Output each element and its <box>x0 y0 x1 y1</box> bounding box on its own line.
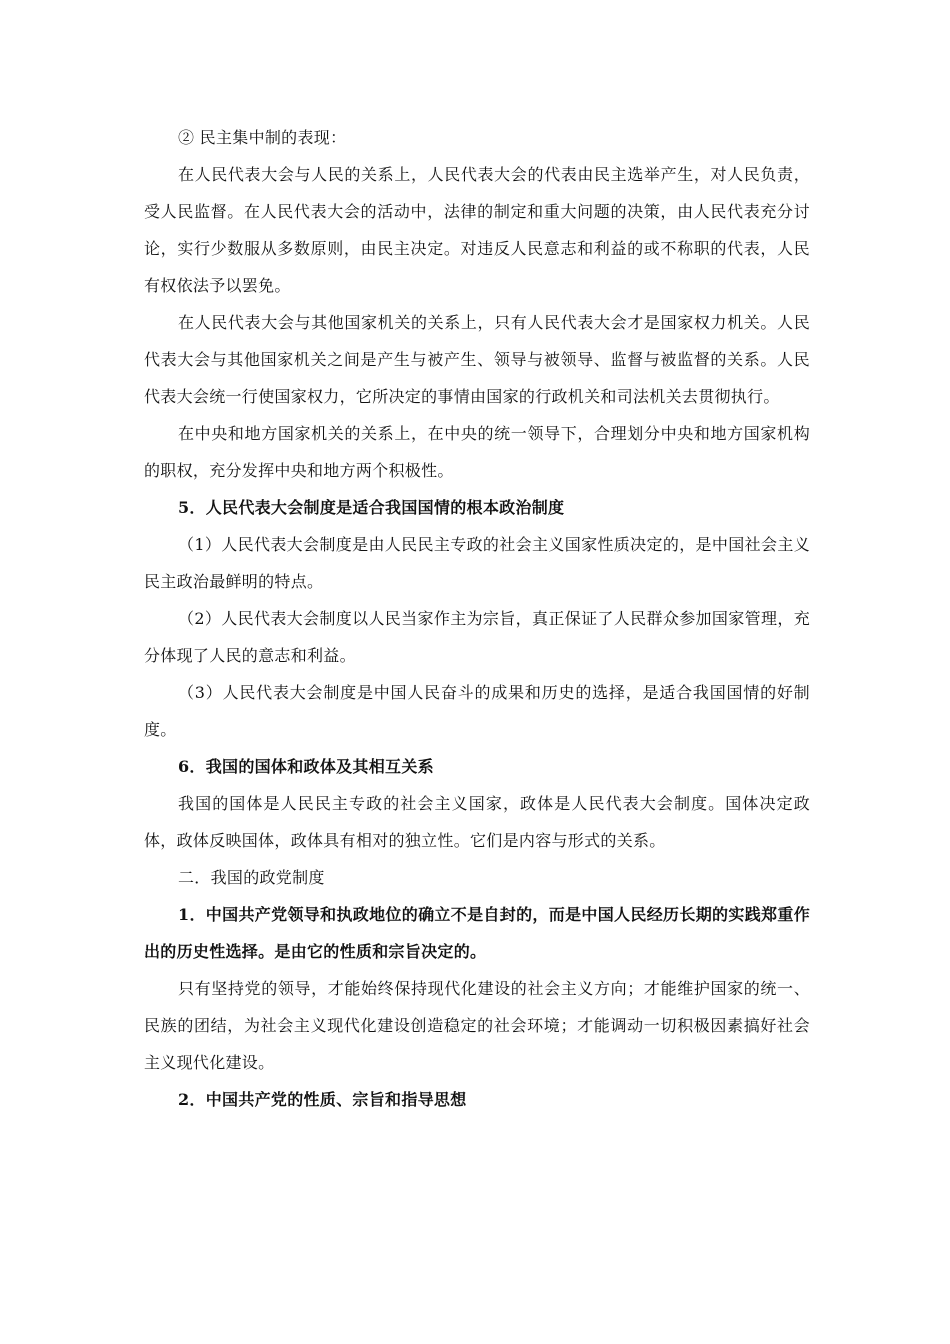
document-body <box>144 119 810 1118</box>
section-title-party-system: 二．我国的政党制度 <box>178 868 325 887</box>
paragraph-state-system-relation: 我国的国体是人民民主专政的社会主义国家，政体是人民代表大会制度。国体决定政体，政体反映国体，政体具有相对的独立性。它们是内容与形式的关系。 <box>144 794 810 850</box>
paragraph-npc-and-people: 在人民代表大会与人民的关系上，人民代表大会的代表由民主选举产生，对人民负责，受人民监督。在人民代表大会的活动中，法律的制定和重大问题的决策，由人民代表充分讨论，实行少数服从多数原则，由民主决定。对违反人民意志和利益的或不称职的代表，人民有权依法予以罢免。 <box>144 165 810 295</box>
paragraph-central-and-local: 在中央和地方国家机关的关系上，在中央的统一领导下，合理划分中央和地方国家机构的职权，充分发挥中央和地方两个积极性。 <box>144 424 810 480</box>
heading-state-system-and-polity: 6．我国的国体和政体及其相互关系 <box>178 757 434 776</box>
paragraph-point-2: （2）人民代表大会制度以人民当家作主为宗旨，真正保证了人民群众参加国家管理，充分体现了人民的意志和利益。 <box>144 609 810 665</box>
paragraph-democratic-centralism-label: ② 民主集中制的表现： <box>178 128 347 147</box>
paragraph-party-leadership-importance: 只有坚持党的领导，才能始终保持现代化建设的社会主义方向；才能维护国家的统一、民族的团结，为社会主义现代化建设创造稳定的社会环境；才能调动一切积极因素搞好社会主义现代化建设。 <box>144 979 810 1072</box>
paragraph-point-1: （1）人民代表大会制度是由人民民主专政的社会主义国家性质决定的，是中国社会主义民主政治最鲜明的特点。 <box>144 535 810 591</box>
paragraph-point-3: （3）人民代表大会制度是中国人民奋斗的成果和历史的选择，是适合我国国情的好制度。 <box>144 683 810 739</box>
paragraph-npc-and-state-organs: 在人民代表大会与其他国家机关的关系上，只有人民代表大会才是国家权力机关。人民代表大会与其他国家机关之间是产生与被产生、领导与被领导、监督与被监督的关系。人民代表大会统一行使国家权力，它所决定的事情由国家的行政机关和司法机关去贯彻执行。 <box>144 313 810 406</box>
heading-cpc-leadership: 1．中国共产党领导和执政地位的确立不是自封的，而是中国人民经历长期的实践郑重作出的历史性选择。是由它的性质和宗旨决定的。 <box>144 905 810 961</box>
heading-cpc-nature: 2．中国共产党的性质、宗旨和指导思想 <box>178 1090 467 1109</box>
heading-npc-system-suitable: 5．人民代表大会制度是适合我国国情的根本政治制度 <box>178 498 565 517</box>
